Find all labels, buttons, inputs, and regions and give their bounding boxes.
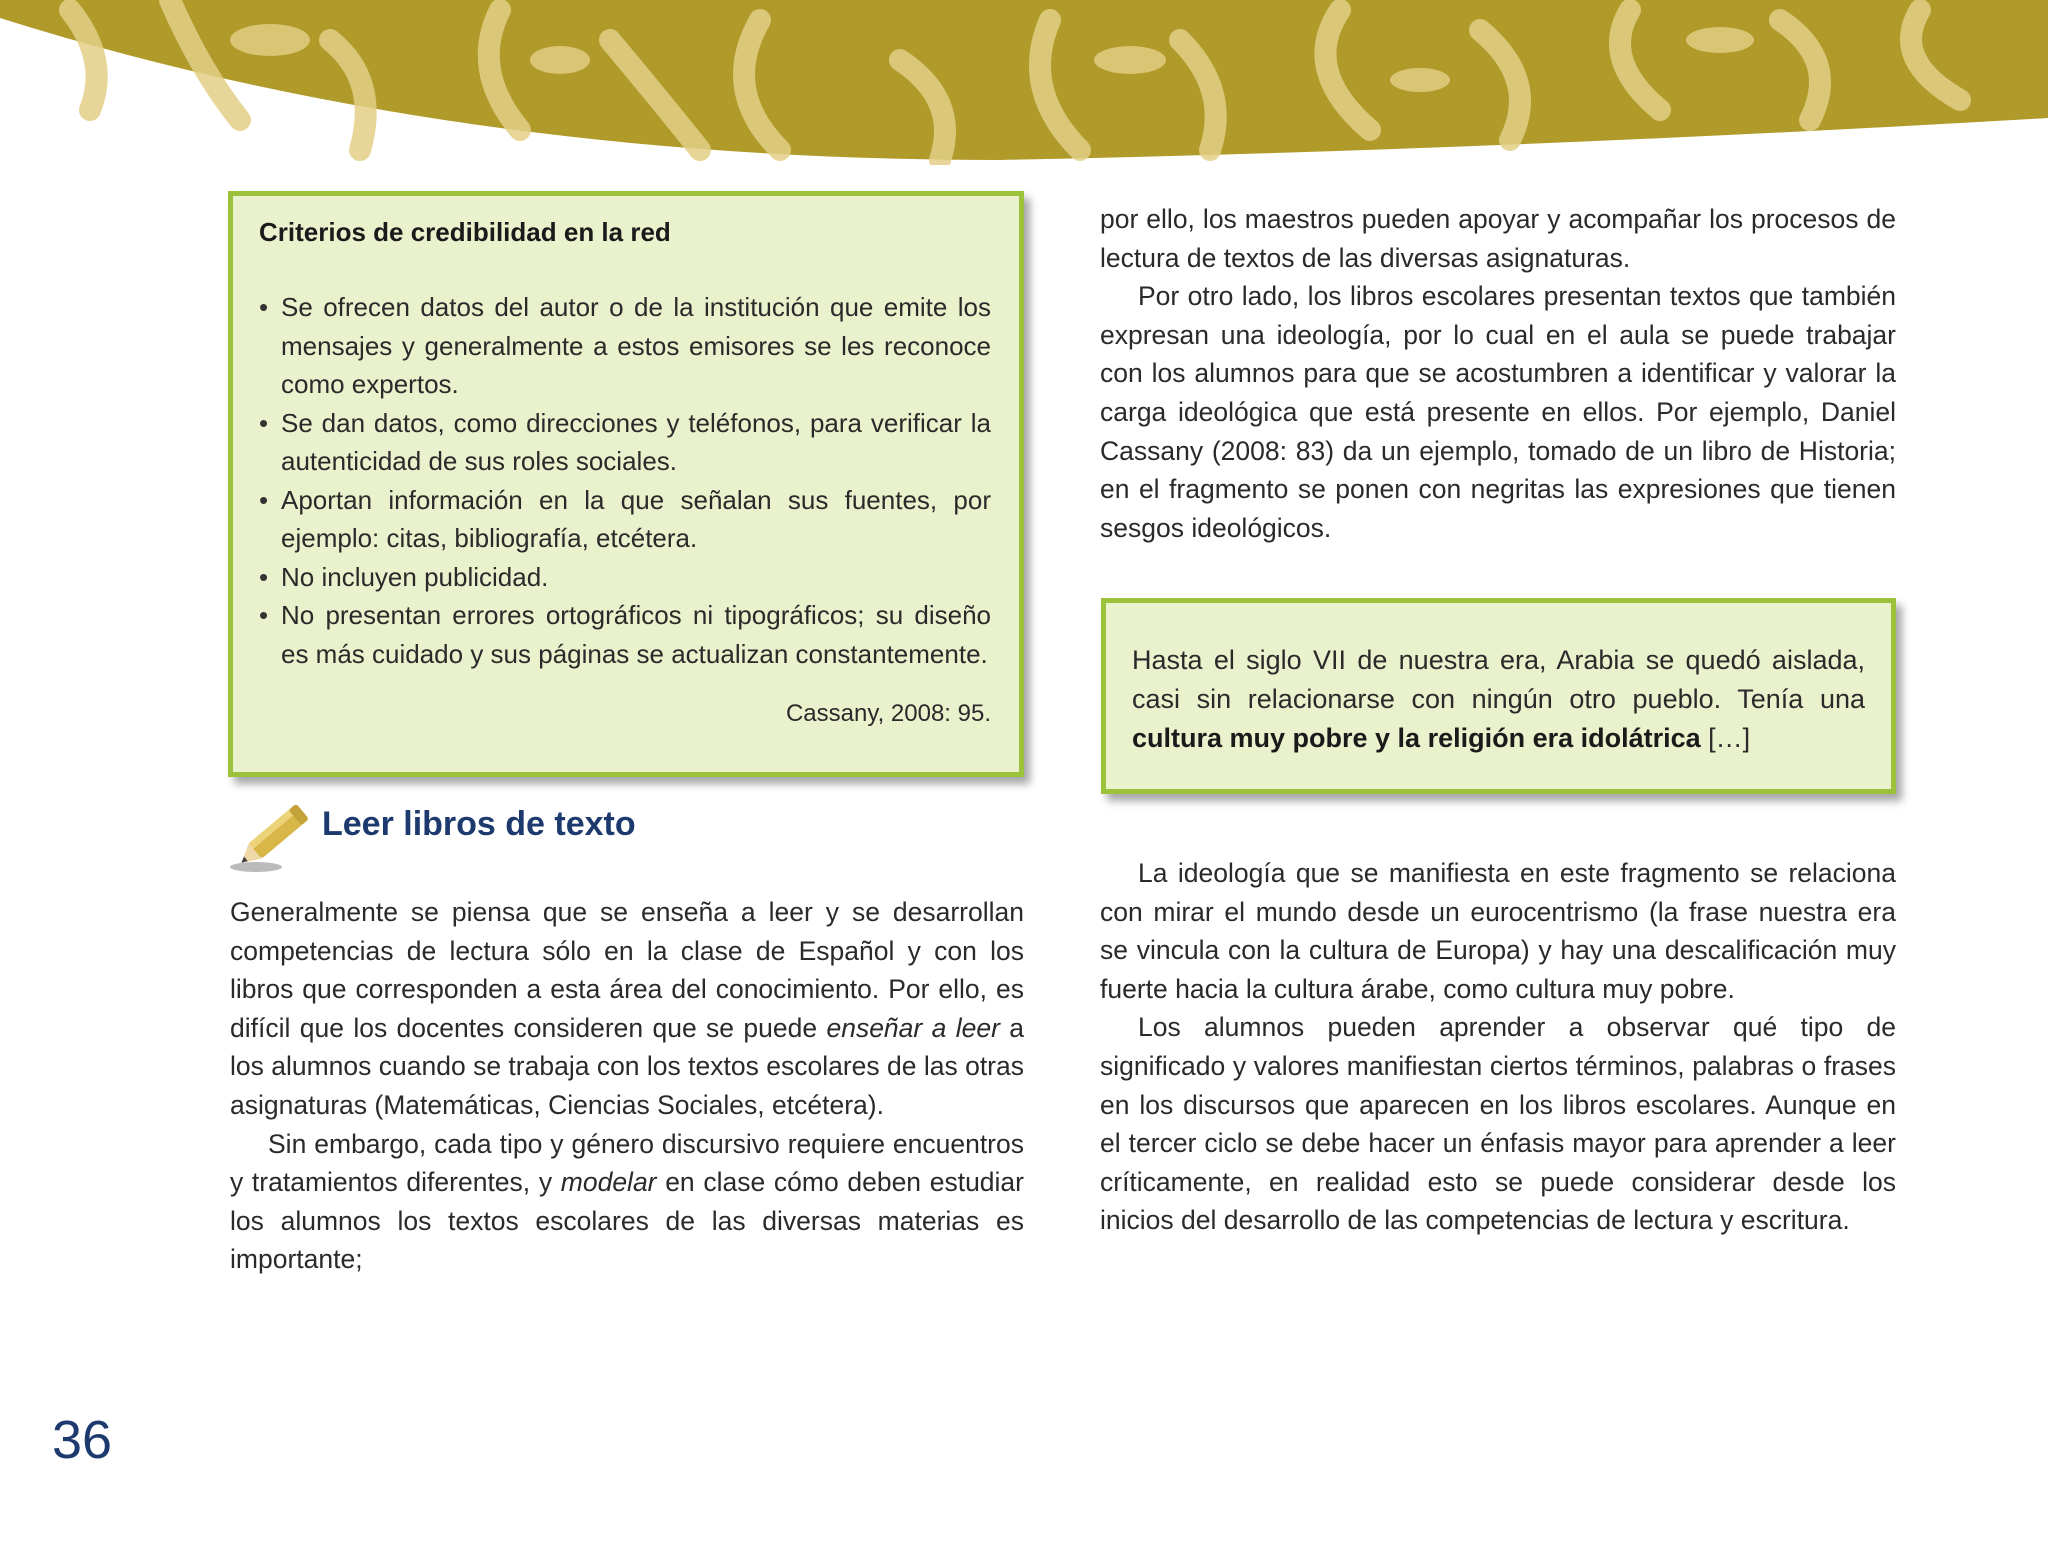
- left-column-text: [230, 893, 1024, 1279]
- text-run: […]: [1700, 723, 1751, 753]
- credibility-criteria-box: [228, 191, 1024, 777]
- bold-text: cultura muy pobre y la religión era idolátrica: [1132, 723, 1701, 753]
- criteria-item: • Aportan información en la que señalan sus fuentes, por ejemplo: citas, bibliografía, etcétera.: [259, 481, 991, 558]
- text-run: a los alumnos cuando se trabaja con los textos escolares de las otras asignaturas (Matemáticas, Ciencias Sociales, etcétera).: [230, 1012, 1024, 1120]
- page-number: 36: [52, 1410, 113, 1470]
- text-run: Hasta el siglo VII de nuestra era, Arabia se quedó aislada, casi sin relacionarse con ningún otro pueblo. Tenía una: [1132, 645, 1865, 714]
- paragraph: [230, 1125, 1024, 1279]
- paragraph: Por otro lado, los libros escolares presentan textos que también expresan una ideología, por lo cual en el aula se puede trabajar con los alumnos para que se acostumbren a identificar y valorar la carga ideológica que está presente en ellos. Por ejemplo, Daniel Cassany (2008: 83) da un ejemplo, tomado de un libro de Historia; en el fragmento se ponen con negritas las expresiones que tienen sesgos ideológicos.: [1100, 281, 1896, 543]
- paragraph: [230, 893, 1024, 1125]
- text-run: Generalmente se piensa que se enseña a leer y se desarrollan competencias de lectura sólo en la clase de Español y con los libros que corresponden a esta área del conocimiento. Por ello, es difícil que los docentes consideren que se puede: [230, 897, 1024, 1043]
- paragraph: por ello, los maestros pueden apoyar y acompañar los procesos de lectura de textos de las diversas asignaturas.: [1100, 204, 1896, 273]
- text-run: en clase cómo deben estudiar los alumnos los textos escolares de las diversas materias es importante;: [230, 1167, 1024, 1275]
- right-column-text-bottom: [1100, 854, 1896, 1240]
- criteria-item: • Se dan datos, como direcciones y teléfonos, para verificar la autenticidad de sus roles sociales.: [259, 404, 991, 481]
- emphasis-text: modelar: [560, 1167, 657, 1198]
- criteria-item: • No presentan errores ortográficos ni tipográficos; su diseño es más cuidado y sus páginas se actualizan constantemente.: [259, 596, 991, 673]
- quote-text: [1132, 641, 1865, 758]
- quote-box: [1101, 598, 1896, 794]
- criteria-list: [259, 288, 991, 673]
- section-title: Leer libros de texto: [322, 805, 636, 843]
- paragraph: Los alumnos pueden aprender a observar qué tipo de significado y valores manifiestan ciertos términos, palabras o frases en los discursos que aparecen en los libros escolares. Aunque en el tercer ciclo se debe hacer un énfasis mayor para aprender a leer críticamente, en realidad esto se puede considerar desde los inicios del desarrollo de las competencias de lectura y escritura.: [1100, 1012, 1896, 1236]
- pencil-icon: [230, 797, 314, 875]
- section-heading: [230, 795, 1030, 885]
- criteria-item: • No incluyen publicidad.: [259, 558, 991, 597]
- criteria-item: • Se ofrecen datos del autor o de la institución que emite los mensajes y generalmente a estos emisores se les reconoce como expertos.: [259, 288, 991, 404]
- decorative-banner: [0, 0, 2048, 165]
- text-run: Sin embargo, cada tipo y género discursivo requiere encuentros y tratamientos diferentes, y: [230, 1128, 1024, 1198]
- emphasis-text: enseñar a leer: [826, 1012, 1000, 1043]
- criteria-citation: Cassany, 2008: 95.: [785, 700, 991, 727]
- criteria-box-title: Criterios de credibilidad en la red: [259, 217, 671, 247]
- paragraph: La ideología que se manifiesta en este fragmento se relaciona con mirar el mundo desde un eurocentrismo (la frase nuestra era se vincula con la cultura de Europa) y hay una descalificación muy fuerte hacia la cultura árabe, como cultura muy pobre.: [1100, 858, 1896, 1004]
- right-column-text-top: [1100, 200, 1896, 547]
